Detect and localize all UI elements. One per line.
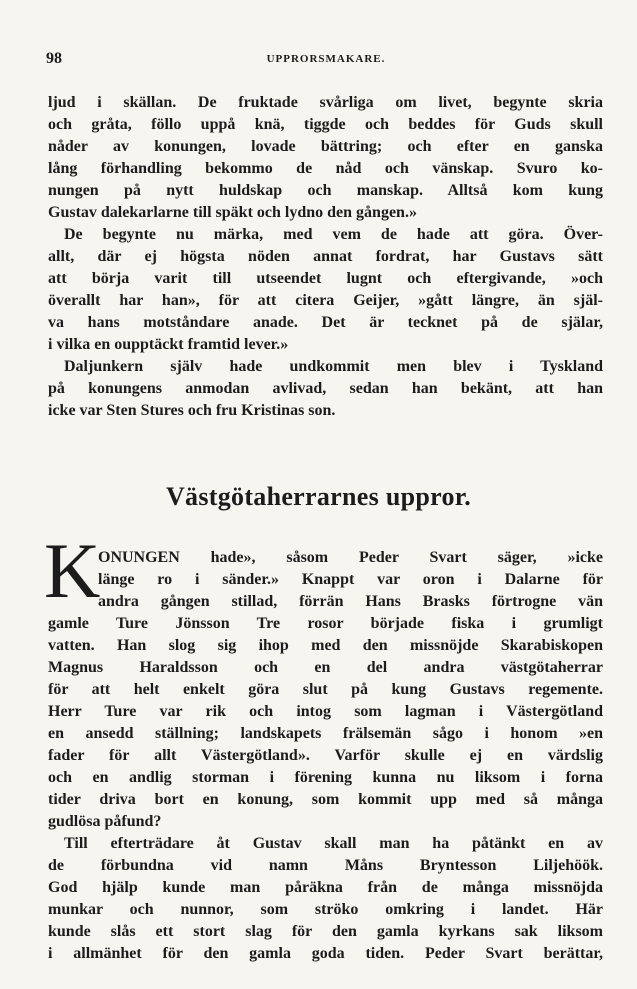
body-text-section bbox=[48, 547, 603, 965]
text-line: och gråta, föllo uppå knä, tiggde och beddes för Guds skull bbox=[48, 116, 603, 133]
text-line: i vilka en oupptäckt framtid lever.» bbox=[48, 336, 289, 353]
text-line: fader för allt Västergötland». Varför skulle ej en värdslig bbox=[48, 747, 603, 764]
section-title: Västgötaherrarnes uppror. bbox=[165, 482, 472, 511]
text-line: i allmänhet för den gamla goda tiden. Peder Svart berättar, bbox=[48, 945, 603, 962]
body-text-top bbox=[48, 92, 603, 422]
page-header bbox=[46, 50, 606, 70]
text-line: gudlösa påfund? bbox=[48, 813, 162, 830]
text-line: och en andlig storman i förening kunna nu liksom i forna bbox=[48, 769, 603, 786]
text-line: lång förhandling bekommo de nåd och vänskap. Svuro ko- bbox=[48, 160, 603, 177]
text-line: ljud i skällan. De fruktade svårliga om livet, begynte skria bbox=[48, 94, 603, 111]
text-line: Gustav dalekarlarne till späkt och lydno den gången.» bbox=[48, 204, 417, 221]
text-line: munkar och nunnor, som ströko omkring i landet. Här bbox=[48, 901, 603, 918]
text-line: De begynte nu märka, med vem de hade att göra. Över- bbox=[64, 226, 603, 243]
text-line: nåder av konungen, lovade bättring; och efter en ganska bbox=[48, 138, 603, 155]
text-line: överallt har han», för att citera Geijer, »gått längre, än själ- bbox=[48, 292, 603, 309]
text-line: va hans motståndare anade. Det är tecknet på de själar, bbox=[48, 314, 603, 331]
text-line: kunde slås ett stort slag för den gamla kyrkans sak liksom bbox=[48, 923, 603, 940]
text-line: Till efterträdare åt Gustav skall man ha påtänkt en av bbox=[64, 835, 603, 852]
text-line: Herr Ture var rik och intog som lagman i Västergötland bbox=[48, 703, 603, 720]
text-line: icke var Sten Stures och fru Kristinas son. bbox=[48, 402, 336, 419]
text-line: vatten. Han slog sig ihop med den missnöjde Skarabiskopen bbox=[48, 637, 603, 654]
text-line: allt, där ej högsta nöden annat fordrat, har Gustavs sätt bbox=[48, 248, 603, 265]
text-line: de förbundna vid namn Måns Bryntesson Liljehöök. bbox=[48, 857, 603, 874]
text-line: en ansedd ställning; landskapets frälsemän sågo i honom »en bbox=[48, 725, 603, 742]
text-line: ONUNGEN hade», såsom Peder Svart säger, »icke bbox=[98, 549, 603, 566]
text-line: Daljunkern själv hade undkommit men blev i Tyskland bbox=[64, 358, 603, 375]
page-number: 98 bbox=[46, 50, 62, 67]
text-line: nungen på nytt huldskap och manskap. Alltså kom kung bbox=[48, 182, 603, 199]
text-line: att börja varit till utseendet lugnt och eftergivande, »och bbox=[48, 270, 603, 287]
text-line: gamle Ture Jönsson Tre rosor började fiska i grumligt bbox=[48, 615, 603, 632]
text-line: tider driva bort en konung, som kommit upp med så många bbox=[48, 791, 603, 808]
text-line: länge ro i sänder.» Knappt var oron i Dalarne för bbox=[98, 571, 603, 588]
text-line: andra gången stillad, förrän Hans Brasks förtrogne vän bbox=[98, 593, 603, 610]
running-head: UPPRORSMAKARE. bbox=[266, 53, 386, 65]
text-line: för att helt enkelt göra slut på kung Gustavs regemente. bbox=[48, 681, 603, 698]
text-line: Magnus Haraldsson och en del andra västgötaherrar bbox=[48, 659, 603, 676]
text-line: God hjälp kunde man påräkna från de många missnöjda bbox=[48, 879, 603, 896]
drop-cap: K bbox=[44, 527, 101, 614]
text-line: på konungens anmodan avlivad, sedan han bekänt, att han bbox=[48, 380, 603, 397]
